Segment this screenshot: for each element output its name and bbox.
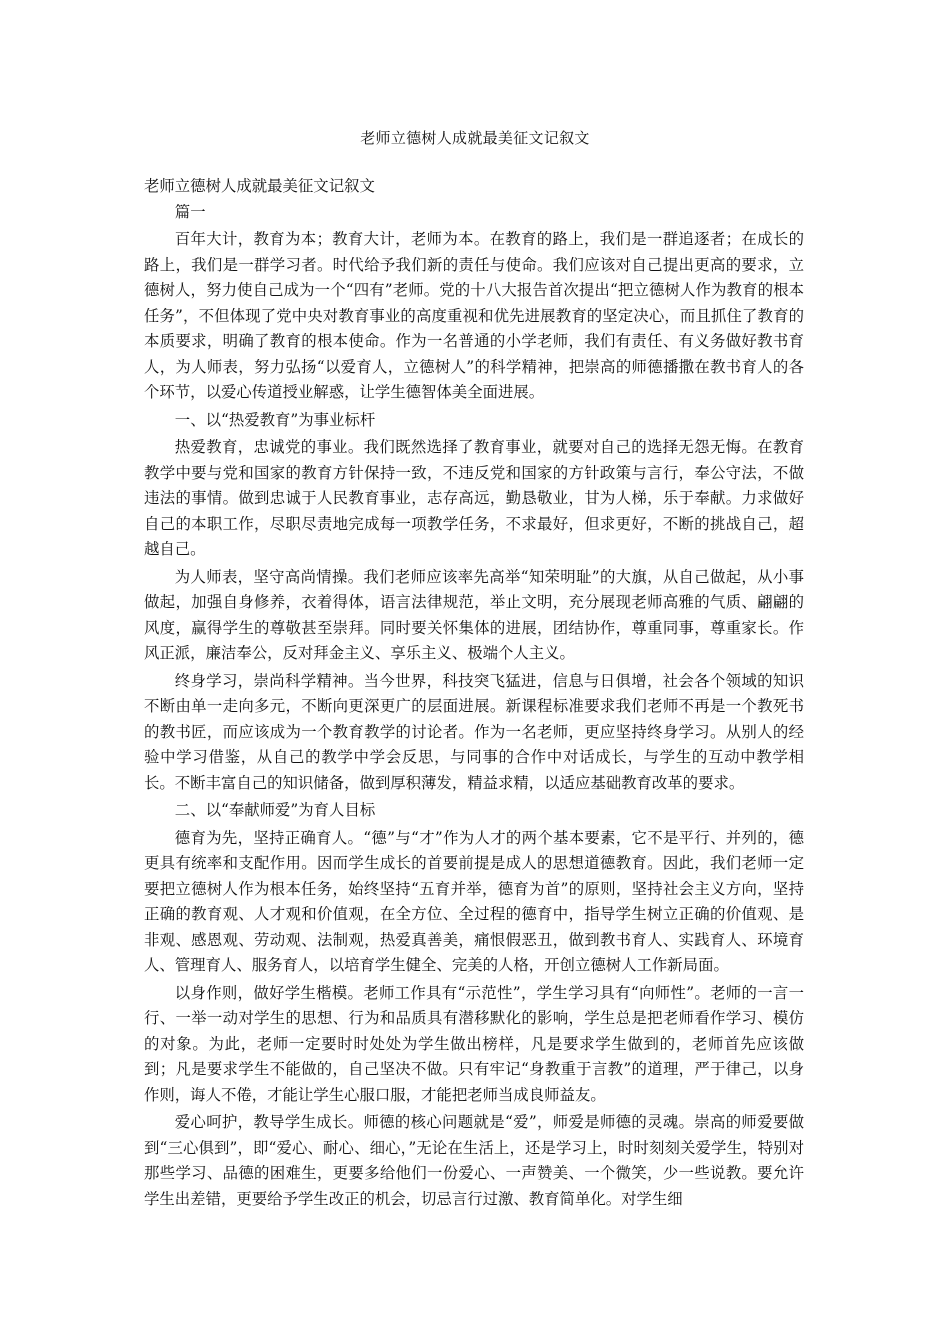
paragraph: 德育为先，坚持正确育人。“德”与“才”作为人才的两个基本要素，它不是平行、并列的，德更具有统率和支配作用。因而学生成长的首要前提是成人的思想道德教育。因此，我们老师一定要把立德树人作为根本任务，始终坚持“五育并举，德育为首”的原则，坚持社会主义方向，坚持正确的教育观、人才观和价值观，在全方位、全过程的德育中，指导学生树立正确的价值观、是非观、感恩观、劳动观、法制观，热爱真善美，痛恨假恶丑，做到教书育人、实践育人、环境育人、管理育人、服务育人，以培育学生健全、完美的人格，开创立德树人工作新局面。 [144,828,804,974]
section-heading: 篇一 [174,202,206,221]
document-subtitle: 老师立德树人成就最美征文记叙文 [144,177,375,195]
paragraph: 以身作则，做好学生楷模。老师工作具有“示范性”，学生学习具有“向师性”。老师的一言一行、一举一动对学生的思想、行为和品质具有潜移默化的影响，学生总是把老师看作学习、模仿的对象。为此，老师一定要时时处处为学生做出榜样，凡是要求学生做到的，老师首先应该做到；凡是要求学生不能做的，自己坚决不做。只有牢记“身教重于言教”的道理，严于律己，以身作则，诲人不倦，才能让学生心服口服，才能把老师当成良师益友。 [144,983,804,1104]
paragraph: 终身学习，崇尚科学精神。当今世界，科技突飞猛进，信息与日俱增，社会各个领域的知识不断由单一走向多元，不断向更深更广的层面进展。新课程标准要求我们老师不再是一个教死书的教书匠，而应该成为一个教育教学的讨论者。作为一名老师，更应坚持终身学习。从别人的经验中学习借鉴，从自己的教学中学会反思，与同事的合作中对话成长，与学生的互动中教学相长。不断丰富自己的知识储备，做到厚积薄发，精益求精，以适应基础教育改革的要求。 [144,671,804,792]
paragraph: 百年大计，教育为本；教育大计，老师为本。在教育的路上，我们是一群追逐者；在成长的路上，我们是一群学习者。时代给予我们新的责任与使命。我们应该对自己提出更高的要求，立德树人，努力使自己成为一个“四有”老师。党的十八大报告首次提出“把立德树人作为教育的根本任务”，不但体现了党中央对教育事业的高度重视和优先进展教育的坚定决心，而且抓住了教育的本质要求，明确了教育的根本使命。作为一名普通的小学老师，我们有责任、有义务做好教书育人，为人师表，努力弘扬“以爱育人，立德树人”的科学精神，把崇高的师德播撒在教书育人的各个环节，以爱心传道授业解惑，让学生德智体美全面进展。 [144,230,804,401]
paragraph: 爱心呵护，教导学生成长。师德的核心问题就是“爱”，师爱是师德的灵魂。崇高的师爱要做到“三心俱到”，即“爱心、耐心、细心，”无论在生活上，还是学习上，时时刻刻关爱学生，特别对那些学习、品德的困难生，更要多给他们一份爱心、一声赞美、一个微笑，少一些说教。要允许学生出差错，更要给予学生改正的机会，切忌言行过激、教育简单化。对学生细 [144,1113,804,1208]
paragraph: 热爱教育，忠诚党的事业。我们既然选择了教育事业，就要对自己的选择无怨无悔。在教育教学中要与党和国家的教育方针保持一致，不违反党和国家的方针政策与言行，奉公守法，不做违法的事情。做到忠诚于人民教育事业，志存高远，勤恳敬业，甘为人梯，乐于奉献。力求做好自己的本职工作，尽职尽责地完成每一项教学任务，不求最好，但求更好，不断的挑战自己，超越自己。 [144,438,804,558]
section-heading: 二、以“奉献师爱”为育人目标 [174,801,376,819]
document-body [144,174,804,1214]
paragraph-list [144,200,804,1213]
section-heading: 一、以“热爱教育”为事业标杆 [174,410,376,429]
paragraph: 为人师表，坚守高尚情操。我们老师应该率先高举“知荣明耻”的大旗，从自己做起，从小事做起，加强自身修养，衣着得体，语言法律规范，举止文明，充分展现老师高雅的气质、翩翩的风度，赢得学生的尊敬甚至崇拜。同时要关怀集体的进展，团结协作，尊重同事，尊重家长。作风正派，廉洁奉公，反对拜金主义、享乐主义、极端个人主义。 [144,567,804,662]
document-title: 老师立德树人成就最美征文记叙文 [360,129,590,147]
